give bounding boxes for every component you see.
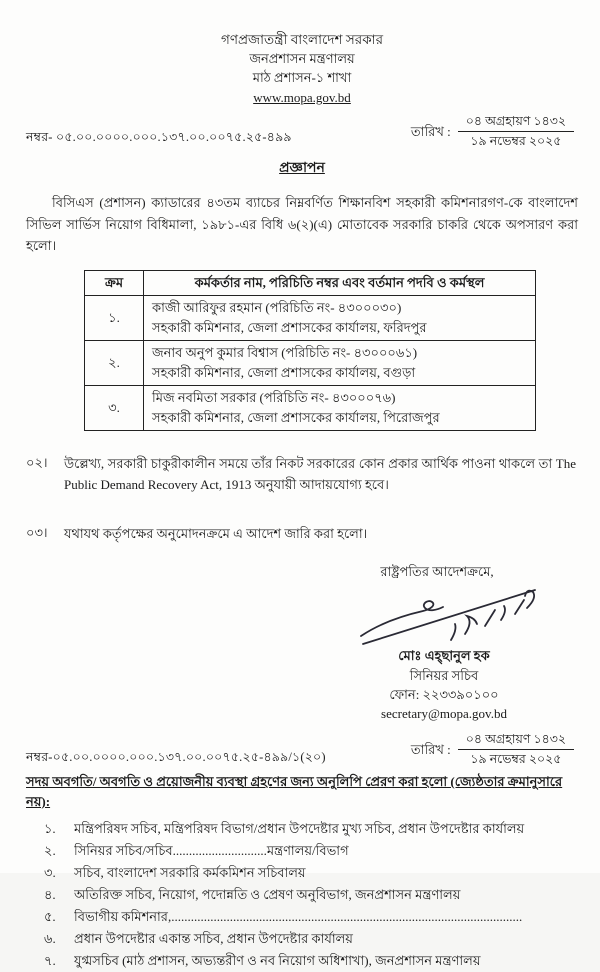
signature-block [328,562,560,723]
date-gregorian: ১৯ নভেম্বর ২০২৫ [470,134,562,148]
officer-name-id: জনাব অনুপ কুমার বিশ্বাস (পরিচিতি নং- ৪৩০০০৬১) [152,344,418,360]
item-text: বিভাগীয় কমিশনার,............................................................................................................ [74,909,523,924]
row-serial: ১. [85,295,144,340]
officer-post: সহকারী কমিশনার, জেলা প্রশাসকের কার্যালয়, পিরোজপুর [152,409,440,425]
ministry-website-link[interactable]: www.mopa.gov.bd [253,90,351,105]
memo-number-2: নম্বর-০৫.০০.০০০০.০০০.১৩৭.০০.০০৭৫.২৫-৪৯৯/১(২০) [26,750,326,764]
header-details: কর্মকর্তার নাম, পরিচিতি নম্বর এবং বর্তমান পদবি ও কর্মস্থল [144,270,536,295]
distribution-list [26,818,578,972]
clause-number: ০২। [26,454,48,470]
item-text: মন্ত্রিপরিষদ সচিব, মন্ত্রিপরিষদ বিভাগ/প্রধান উপদেষ্টার মুখ্য সচিব, প্রধান উপদেষ্টার কার্যালয় [74,821,525,836]
list-item [26,884,578,906]
list-item [26,862,578,884]
list-item [26,906,578,928]
officers-table [84,270,536,431]
date-block-2 [411,731,574,768]
clause-number: ০৩। [26,524,48,540]
item-number: ৩. [44,865,56,880]
table-row [85,385,536,430]
clause-02 [26,453,578,496]
row-serial: ২. [85,340,144,385]
list-item [26,840,578,862]
item-number: ৬. [44,931,56,946]
clause-text: যথাযথ কর্তৃপক্ষের অনুমোদনক্রমে এ আদেশ জারি করা হলো। [64,525,368,541]
date-values [458,113,574,150]
section-name: মাঠ প্রশাসন-১ শাখা [252,70,352,85]
date-block [411,113,574,150]
signatory-designation: সিনিয়র সচিব [409,668,479,683]
table-header-row [85,270,536,295]
item-number: ১. [44,821,56,836]
officer-post: সহকারী কমিশনার, জেলা প্রশাসকের কার্যালয়, বগুড়া [152,364,416,380]
clause-text: উল্লেখ্য, সরকারী চাকুরীকালীন সময়ে তাঁর নিকট সরকারের কোন প্রকার আর্থিক পাওনা থাকলে তা The Public Demand Recovery Act, 1913 অনুযায়ী আদায়যোগ্য হবে। [64,455,576,492]
by-order-text: রাষ্ট্রপতির আদেশক্রমে, [380,564,494,579]
item-number: ২. [44,843,56,858]
memo-line-1 [26,113,578,150]
date-values [458,731,574,768]
officer-post: সহকারী কমিশনার, জেলা প্রশাসকের কার্যালয়, ফরিদপুর [152,319,427,335]
item-text: সচিব, বাংলাদেশ সরকারি কর্মকমিশন সচিবালয় [74,865,306,880]
government-name: গণপ্রজাতন্ত্রী বাংলাদেশ সরকার [220,32,384,47]
date-label: তারিখ : [410,123,451,139]
memo-number: নম্বর- ০৫.০০.০০০০.০০০.১৩৭.০০.০০৭৫.২৫-৪৯৯ [26,130,292,144]
officer-name-id: কাজী আরিফুর রহমান (পরিচিতি নং- ৪৩০০০৩০) [152,299,402,315]
item-number: ৫. [44,909,56,924]
item-text: অতিরিক্ত সচিব, নিয়োগ, পদোন্নতি ও প্রেষণ অনুবিভাগ, জনপ্রশাসন মন্ত্রণালয় [74,887,461,902]
item-number: ৪. [44,887,56,902]
ministry-name: জনপ্রশাসন মন্ত্রণালয় [249,51,355,66]
row-details [144,340,536,385]
table-row [85,295,536,340]
list-item [26,818,578,840]
header-serial: ক্রম [85,270,144,295]
list-item [26,950,578,972]
table-row [85,340,536,385]
memo-line-2 [26,731,578,768]
officer-name-id: মিজ নবমিতা সরকার (পরিচিতি নং- ৪৩০০০৭৬) [152,389,396,405]
item-text: যুগ্মসচিব (মাঠ প্রশাসন, অভ্যন্তরীণ ও নব নিয়োগ অধিশাখা), জনপ্রশাসন মন্ত্রণালয় [74,953,481,968]
distribution-heading: সদয় অবগতি/ অবগতি ও প্রয়োজনীয় ব্যবস্থা গ্রহণের জন্য অনুলিপি প্রেরণ করা হলো (জ্যেষ্ঠতার ক্রমানুসারে নয়): [26,774,563,809]
opening-paragraph: বিসিএস (প্রশাসন) ক্যাডারের ৪৩তম ব্যাচের নিম্নবর্ণিত শিক্ষানবিশ সহকারী কমিশনারগণ-কে বাংলাদেশ সিভিল সার্ভিস নিয়োগ বিধিমালা, ১৯৮১-এর বিধি ৬(২)(এ) মোতাবেক সরকারি চাকরি থেকে অপসারণ করা হলো। [26,195,578,253]
list-item [26,928,578,950]
date-label: তারিখ : [410,741,451,757]
item-number: ৭. [44,953,56,968]
signatory-phone: ফোন: ২২৩৩৯০১০০ [389,687,499,702]
item-text: প্রধান উপদেষ্টার একান্ত সচিব, প্রধান উপদেষ্টার কার্যালয় [74,931,353,946]
document-title: প্রজ্ঞাপন [279,161,325,176]
row-serial: ৩. [85,385,144,430]
date-bangla: ০৪ অগ্রহায়ণ ১৪৩২ [458,113,574,132]
clause-03 [26,523,578,545]
date-bangla: ০৪ অগ্রহায়ণ ১৪৩২ [458,731,574,750]
signatory-email-link[interactable]: secretary@mopa.gov.bd [381,706,507,721]
item-text: সিনিয়র সচিব/সচিব.............................মন্ত্রণালয়/বিভাগ [74,843,349,858]
date-gregorian: ১৯ নভেম্বর ২০২৫ [470,752,562,766]
signatory-name: মোঃ এহ্‌ছানুল হক [398,648,490,663]
row-details [144,385,536,430]
letterhead [26,30,578,107]
row-details [144,295,536,340]
signature-scribble [339,578,549,656]
